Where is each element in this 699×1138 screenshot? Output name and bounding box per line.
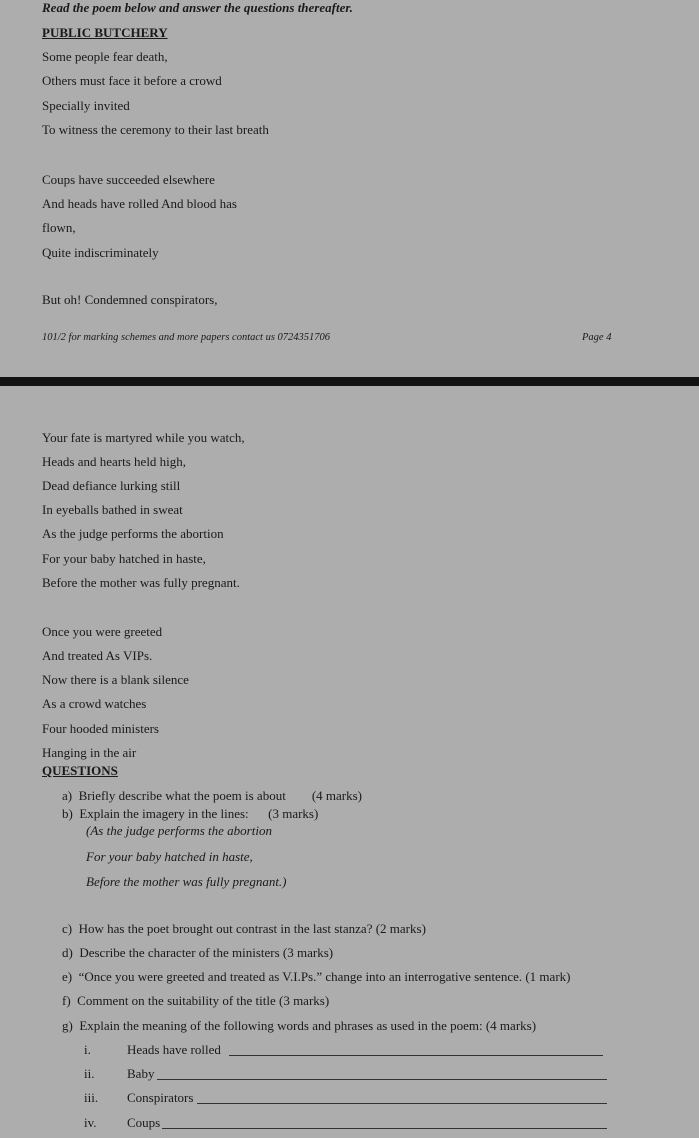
- answer-blank-line[interactable]: [229, 1055, 603, 1056]
- footer-text: 101/2 for marking schemes and more papers contact us 0724351706: [42, 332, 331, 343]
- poem-line: Hanging in the air: [42, 745, 137, 760]
- question-item: f) Comment on the suitability of the title (3 marks): [62, 993, 330, 1008]
- term-label: Baby: [127, 1066, 155, 1081]
- quoted-line: (As the judge performs the abortion: [86, 823, 272, 838]
- poem-line: Your fate is martyred while you watch,: [42, 430, 245, 445]
- quoted-line: Before the mother was fully pregnant.): [86, 874, 287, 889]
- poem-line: Others must face it before a crowd: [42, 73, 222, 88]
- term-number: ii.: [84, 1066, 95, 1081]
- poem-title: PUBLIC BUTCHERY: [42, 25, 168, 40]
- term-label: Heads have rolled: [127, 1042, 221, 1057]
- poem-line: Before the mother was fully pregnant.: [42, 575, 240, 590]
- page-number: Page 4: [582, 332, 612, 343]
- poem-line: Once you were greeted: [42, 624, 163, 639]
- term-number: i.: [84, 1042, 91, 1057]
- poem-line: For your baby hatched in haste,: [42, 551, 206, 566]
- poem-line: But oh! Condemned conspirators,: [42, 292, 218, 307]
- answer-blank-line[interactable]: [162, 1128, 607, 1129]
- poem-line: Dead defiance lurking still: [42, 478, 181, 493]
- page-divider: [0, 377, 699, 386]
- poem-line: Specially invited: [42, 98, 130, 113]
- term-number: iv.: [84, 1115, 97, 1130]
- question-item: a) Briefly describe what the poem is about (4 marks): [62, 788, 362, 803]
- poem-line: Four hooded ministers: [42, 721, 159, 736]
- instruction-text: Read the poem below and answer the questions thereafter.: [42, 0, 353, 15]
- poem-line: Coups have succeeded elsewhere: [42, 172, 215, 187]
- question-item: g) Explain the meaning of the following words and phrases as used in the poem: (4 marks): [62, 1018, 537, 1033]
- poem-line: And treated As VIPs.: [42, 648, 153, 663]
- poem-line: As a crowd watches: [42, 696, 147, 711]
- answer-blank-line[interactable]: [157, 1079, 607, 1080]
- poem-line: As the judge performs the abortion: [42, 526, 224, 541]
- poem-line: Heads and hearts held high,: [42, 454, 187, 469]
- questions-heading: QUESTIONS: [42, 763, 118, 778]
- term-label: Coups: [127, 1115, 161, 1130]
- poem-line: To witness the ceremony to their last breath: [42, 122, 269, 137]
- poem-line: Some people fear death,: [42, 49, 168, 64]
- quoted-line: For your baby hatched in haste,: [86, 849, 253, 864]
- poem-line: In eyeballs bathed in sweat: [42, 502, 183, 517]
- question-item: e) “Once you were greeted and treated as V.I.Ps.” change into an interrogative sentence. (1 mark): [62, 969, 571, 984]
- question-item: c) How has the poet brought out contrast in the last stanza? (2 marks): [62, 921, 426, 936]
- poem-line: Now there is a blank silence: [42, 672, 189, 687]
- answer-blank-line[interactable]: [197, 1103, 607, 1104]
- term-number: iii.: [84, 1090, 99, 1105]
- question-item: d) Describe the character of the ministers (3 marks): [62, 945, 334, 960]
- term-label: Conspirators: [127, 1090, 194, 1105]
- poem-line: flown,: [42, 220, 76, 235]
- poem-line: And heads have rolled And blood has: [42, 196, 237, 211]
- poem-line: Quite indiscriminately: [42, 245, 159, 260]
- question-item: b) Explain the imagery in the lines: (3 marks): [62, 806, 319, 821]
